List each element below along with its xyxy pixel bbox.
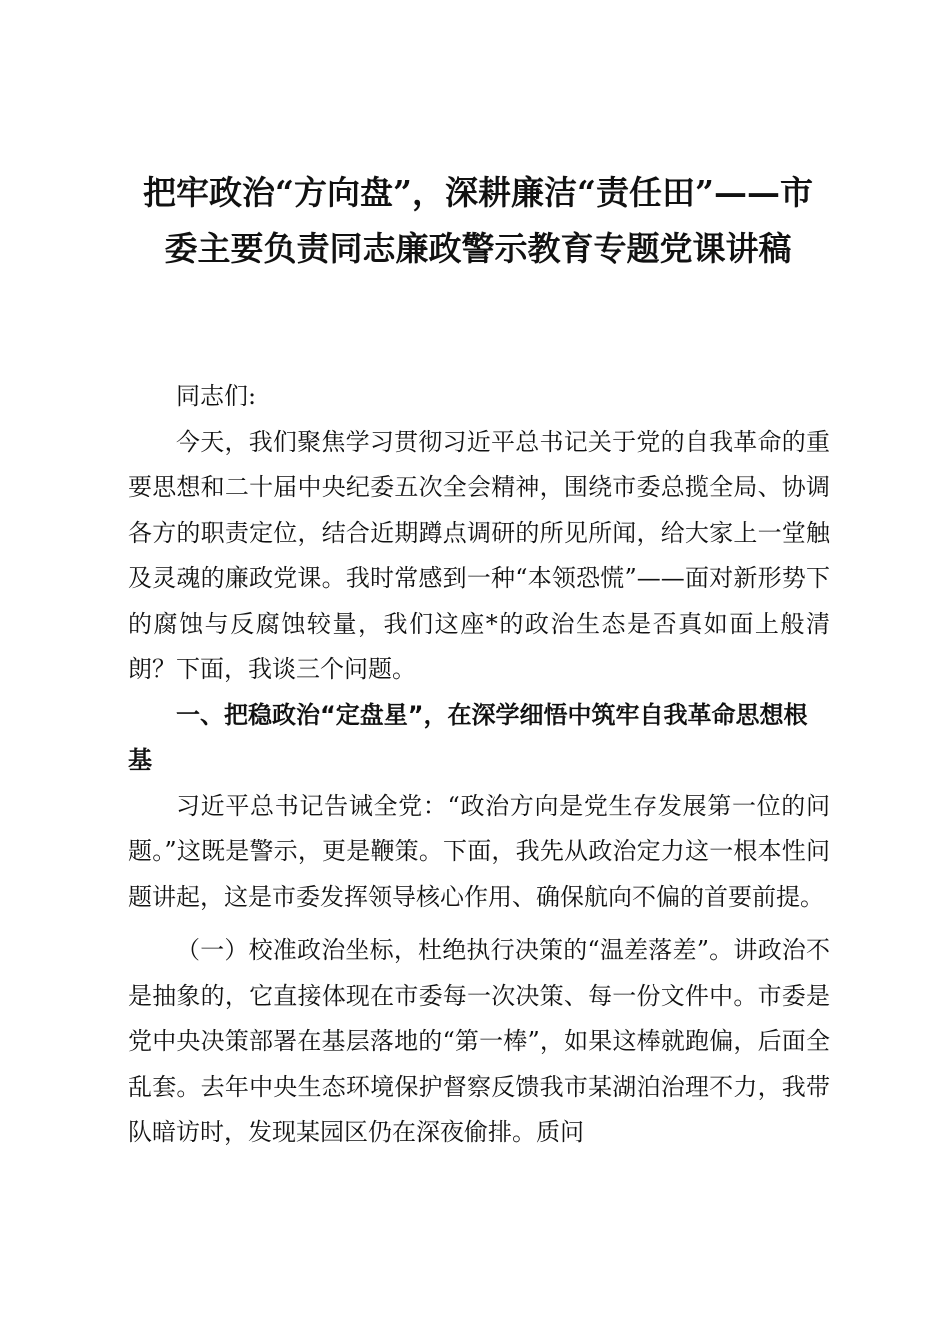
section-heading-1: 一、把稳政治“定盘星”，在深学细悟中筑牢自我革命思想根基	[128, 700, 808, 774]
document-body	[128, 374, 830, 1156]
document-title: 把牢政治“方向盘”，深耕廉洁“责任田”——市委主要负责同志廉政警示教育专题党课讲稿	[143, 173, 813, 268]
section1-paragraph-1: 习近平总书记告诫全党：“政治方向是党生存发展第一位的问题。”这既是警示，更是鞭策。下面，我先从政治定力这一根本性问题讲起，这是市委发挥领导核心作用、确保航向不偏的首要前提。	[128, 791, 830, 911]
salutation: 同志们:	[176, 382, 257, 410]
intro-paragraph: 今天，我们聚焦学习贯彻习近平总书记关于党的自我革命的重要思想和二十届中央纪委五次全会精神，围绕市委总揽全局、协调各方的职责定位，结合近期蹲点调研的所见所闻，给大家上一堂触及灵魂的廉政党课。我时常感到一种“本领恐慌”——面对新形势下的腐蚀与反腐蚀较量，我们这座*的政治生态是否真如面上般清朗？下面，我谈三个问题。	[128, 427, 830, 683]
section1-paragraph-2: （一）校准政治坐标，杜绝执行决策的“温差落差”。讲政治不是抽象的，它直接体现在市委每一次决策、每一份文件中。市委是党中央决策部署在基层落地的“第一棒”，如果这棒就跑偏，后面全乱套。去年中央生态环境保护督察反馈我市某湖泊治理不力，我带队暗访时，发现某园区仍在深夜偷排。质问	[128, 936, 830, 1146]
